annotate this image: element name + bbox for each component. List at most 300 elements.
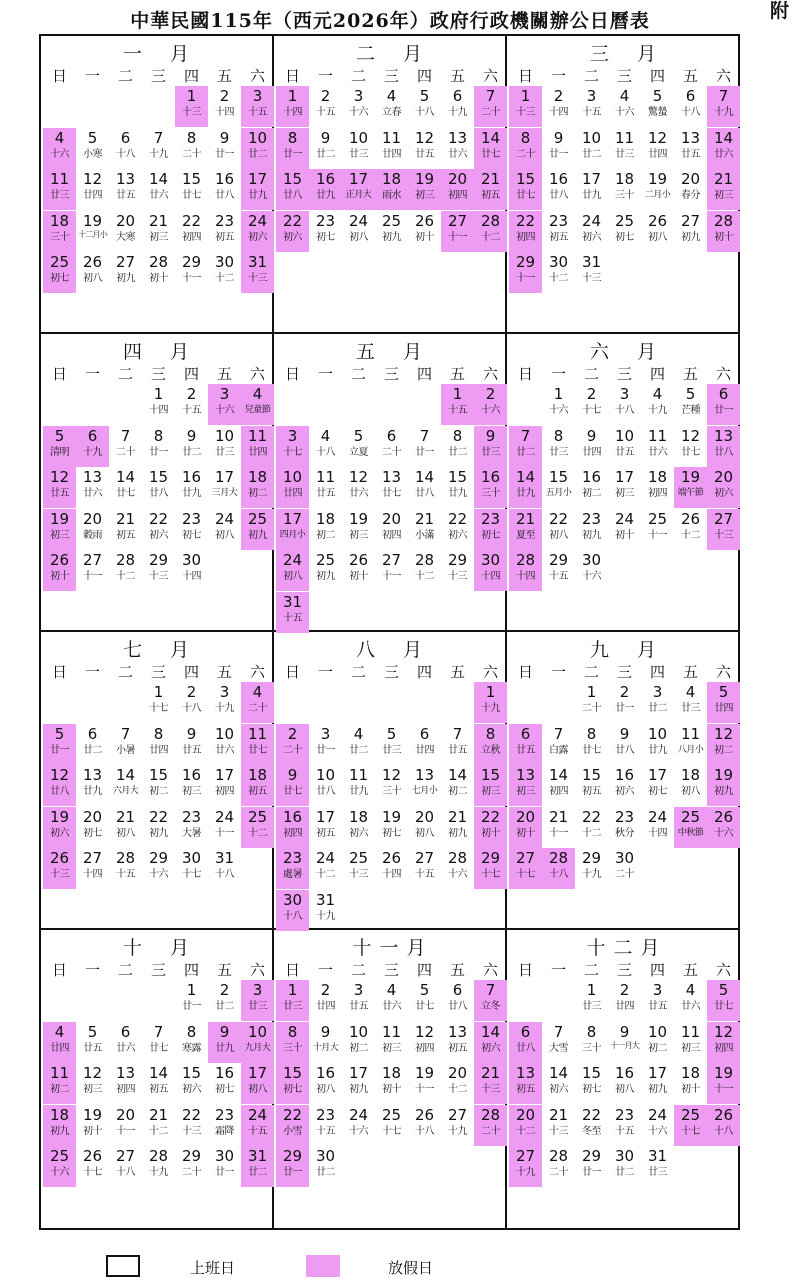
lunar-label: 廿三: [248, 1001, 267, 1012]
day-number: 14: [515, 468, 536, 486]
day-number: 13: [515, 1064, 536, 1082]
lunar-label: 初六: [582, 231, 601, 243]
holiday-cell: [474, 211, 507, 252]
day-number: 21: [414, 509, 435, 528]
day-number: 11: [49, 170, 70, 188]
weekday-label: 五: [449, 961, 465, 979]
lunar-label: 廿九: [349, 786, 368, 797]
day-number: 29: [181, 1147, 202, 1165]
lunar-label: 十四: [648, 827, 667, 839]
day-cell: [408, 765, 441, 806]
holiday-cell: [43, 1105, 76, 1146]
day-cell: [408, 467, 441, 508]
day-cell: [375, 128, 408, 169]
lunar-label: 廿五: [516, 744, 535, 756]
month-block: [507, 36, 740, 334]
lunar-label: 十六: [50, 148, 69, 160]
lunar-label: 廿六: [714, 148, 733, 160]
day-cell: [142, 509, 175, 550]
weekday-label: 二: [117, 663, 133, 681]
lunar-label: 初九: [349, 1084, 368, 1095]
holiday-cell: [707, 1063, 740, 1104]
day-cell: [109, 765, 142, 806]
day-cell: [641, 467, 674, 508]
lunar-label: 十一: [83, 571, 102, 582]
holiday-cell: [474, 980, 507, 1021]
lunar-label: 四月小: [279, 529, 306, 540]
lunar-label: 初八: [283, 571, 302, 582]
lunar-label: 十九: [316, 910, 335, 922]
day-number: 24: [315, 849, 336, 867]
day-number: 22: [282, 211, 303, 230]
lunar-label: 初六: [714, 488, 733, 499]
day-number: 1: [485, 683, 496, 701]
day-cell: [575, 252, 608, 293]
lunar-label: 秋分: [615, 827, 634, 839]
weekday-label: 日: [517, 67, 533, 85]
day-number: 28: [414, 551, 435, 569]
day-number: 4: [353, 724, 364, 743]
lunar-label: 初八: [248, 1084, 267, 1095]
day-number: 12: [348, 468, 369, 486]
lunar-label: 廿二: [215, 1001, 234, 1012]
day-number: 14: [447, 766, 468, 784]
lunar-label: 廿五: [615, 446, 634, 458]
day-number: 12: [713, 1022, 734, 1041]
day-cell: [208, 426, 241, 467]
day-cell: [575, 169, 608, 210]
holiday-cell: [76, 426, 109, 467]
lunar-label: 廿五: [648, 1001, 667, 1012]
day-number: 24: [247, 1105, 268, 1124]
day-cell: [575, 807, 608, 848]
day-cell: [375, 86, 408, 127]
day-cell: [342, 128, 375, 169]
day-cell: [76, 252, 109, 293]
lunar-label: 霜降: [215, 1125, 234, 1137]
day-number: 12: [82, 170, 103, 188]
day-cell: [342, 1022, 375, 1063]
day-number: 21: [713, 170, 734, 188]
day-cell: [608, 724, 641, 765]
weekday-label: 三: [150, 961, 166, 979]
lunar-label: 廿二: [615, 1167, 634, 1178]
holiday-cell: [276, 550, 309, 591]
lunar-label: 廿一: [50, 744, 69, 756]
lunar-label: 十四: [149, 405, 168, 416]
day-cell: [309, 1063, 342, 1104]
lunar-label: 六月大: [112, 786, 139, 796]
lunar-label: 十七: [283, 446, 302, 458]
day-number: 9: [619, 724, 630, 743]
day-number: 5: [87, 1022, 98, 1041]
day-number: 28: [548, 849, 569, 867]
day-number: 27: [82, 849, 103, 867]
weekday-label: 五: [216, 961, 232, 979]
weekday-label: 三: [383, 961, 399, 979]
lunar-label: 廿六: [448, 148, 467, 160]
holiday-cell: [474, 426, 507, 467]
day-cell: [542, 384, 575, 425]
day-cell: [674, 169, 707, 210]
day-number: 20: [713, 468, 734, 486]
day-cell: [109, 509, 142, 550]
lunar-label: 初七: [582, 1084, 601, 1095]
holiday-cell: [707, 1022, 740, 1063]
day-cell: [375, 509, 408, 550]
lunar-label: 廿一: [215, 148, 234, 160]
lunar-label: 初十: [481, 827, 500, 839]
day-number: 2: [553, 87, 564, 105]
holiday-cell: [542, 848, 575, 889]
lunar-label: 十一: [215, 827, 234, 839]
lunar-label: 初五: [582, 786, 601, 797]
lunar-label: 初二: [149, 786, 168, 797]
day-number: 24: [647, 807, 668, 826]
day-cell: [109, 1105, 142, 1146]
day-number: 13: [414, 766, 435, 784]
day-number: 19: [82, 1105, 103, 1124]
day-number: 11: [315, 468, 336, 486]
holiday-cell: [208, 384, 241, 425]
lunar-label: 二十: [283, 744, 302, 756]
day-number: 23: [614, 1105, 635, 1124]
day-cell: [142, 252, 175, 293]
lunar-label: 九月大: [244, 1042, 271, 1053]
corner-mark: 附: [770, 0, 790, 22]
day-number: 11: [247, 426, 268, 445]
day-cell: [309, 467, 342, 508]
lunar-label: 廿二: [316, 1167, 335, 1178]
lunar-label: 十二: [215, 273, 234, 284]
day-number: 1: [586, 683, 597, 701]
day-number: 26: [647, 211, 668, 230]
day-number: 10: [614, 426, 635, 445]
lunar-label: 十九: [448, 107, 467, 118]
lunar-label: 廿八: [415, 488, 434, 499]
lunar-label: 廿八: [215, 190, 234, 201]
lunar-label: 初二: [714, 744, 733, 756]
day-cell: [375, 807, 408, 848]
day-cell: [76, 724, 109, 765]
day-cell: [342, 509, 375, 550]
lunar-label: 初六: [448, 529, 467, 541]
lunar-label: 廿七: [582, 744, 601, 756]
day-number: 31: [581, 253, 602, 271]
weekday-label: 六: [715, 663, 731, 681]
lunar-label: 十五: [182, 405, 201, 416]
day-cell: [342, 980, 375, 1021]
day-number: 29: [548, 551, 569, 569]
lunar-label: 十六: [714, 827, 733, 839]
holiday-cell: [509, 1022, 542, 1063]
lunar-label: 廿五: [50, 488, 69, 499]
holiday-cell: [43, 467, 76, 508]
day-number: 3: [219, 385, 230, 403]
day-number: 20: [447, 170, 468, 188]
holiday-cell: [707, 211, 740, 252]
lunar-label: 廿四: [283, 488, 302, 499]
month-name: 一 月: [122, 43, 191, 65]
lunar-label: 十五: [415, 869, 434, 880]
day-cell: [441, 807, 474, 848]
lunar-label: 初三: [481, 786, 500, 797]
day-number: 29: [282, 1147, 303, 1165]
day-number: 4: [386, 981, 397, 999]
day-cell: [109, 467, 142, 508]
lunar-label: 初八: [415, 827, 434, 839]
day-cell: [76, 848, 109, 889]
lunar-label: 十三: [149, 571, 168, 582]
day-number: 21: [447, 807, 468, 826]
day-cell: [142, 682, 175, 723]
day-number: 4: [652, 385, 663, 403]
day-number: 30: [480, 551, 501, 569]
day-cell: [441, 1063, 474, 1104]
day-cell: [542, 550, 575, 591]
day-number: 20: [515, 1105, 536, 1124]
day-cell: [575, 550, 608, 591]
day-cell: [408, 848, 441, 889]
day-number: 5: [685, 385, 696, 403]
lunar-label: 小雪: [283, 1125, 302, 1137]
weekday-label: 六: [715, 365, 731, 383]
holiday-cell: [707, 1105, 740, 1146]
day-cell: [175, 980, 208, 1021]
lunar-label: 初七: [83, 827, 102, 839]
lunar-label: 初三: [182, 786, 201, 797]
holiday-cell: [707, 426, 740, 467]
day-number: 30: [214, 1147, 235, 1165]
day-number: 5: [386, 724, 397, 743]
day-number: 30: [181, 551, 202, 569]
lunar-label: 初三: [382, 1042, 401, 1054]
lunar-label: 初五: [248, 786, 267, 797]
day-number: 2: [320, 981, 331, 999]
day-cell: [641, 724, 674, 765]
day-number: 5: [353, 426, 364, 445]
weekday-label: 五: [682, 365, 698, 383]
day-number: 8: [485, 724, 496, 743]
day-number: 18: [315, 509, 336, 528]
day-cell: [542, 86, 575, 127]
day-number: 29: [480, 849, 501, 867]
lunar-label: 廿九: [516, 488, 535, 499]
day-number: 7: [718, 87, 729, 105]
day-number: 11: [680, 1022, 701, 1041]
lunar-label: 廿九: [316, 190, 335, 201]
day-number: 21: [115, 509, 136, 528]
weekday-label: 二: [583, 663, 599, 681]
lunar-label: 初三: [615, 488, 634, 499]
holiday-cell: [474, 807, 507, 848]
day-number: 14: [115, 468, 136, 486]
day-number: 14: [480, 1022, 501, 1041]
day-cell: [175, 169, 208, 210]
weekday-header: [507, 363, 740, 383]
day-number: 16: [614, 766, 635, 784]
day-number: 17: [647, 1064, 668, 1082]
day-cell: [142, 211, 175, 252]
lunar-label: 十八: [615, 405, 634, 416]
day-cell: [542, 211, 575, 252]
day-cell: [342, 848, 375, 889]
lunar-label: 寒露: [182, 1042, 201, 1054]
day-cell: [608, 426, 641, 467]
day-cell: [575, 86, 608, 127]
day-number: 12: [414, 1022, 435, 1041]
lunar-label: 初四: [283, 827, 302, 839]
lunar-label: 二十: [248, 703, 267, 714]
day-number: 20: [115, 1105, 136, 1124]
day-number: 9: [553, 128, 564, 147]
holiday-cell: [474, 86, 507, 127]
day-number: 13: [115, 1064, 136, 1082]
lunar-label: 廿四: [648, 148, 667, 160]
day-cell: [208, 848, 241, 889]
lunar-label: 廿九: [83, 786, 102, 797]
lunar-label: 廿三: [648, 1167, 667, 1178]
day-number: 22: [581, 1105, 602, 1124]
day-cell: [575, 980, 608, 1021]
day-cell: [208, 724, 241, 765]
lunar-label: 白露: [549, 744, 568, 756]
day-number: 8: [586, 724, 597, 743]
day-number: 10: [247, 128, 268, 147]
month-block: [41, 930, 274, 1228]
lunar-label: 初十: [382, 1084, 401, 1095]
lunar-label: 十二: [415, 571, 434, 582]
day-number: 19: [381, 807, 402, 826]
day-cell: [542, 1105, 575, 1146]
holiday-cell: [241, 980, 274, 1021]
day-cell: [175, 128, 208, 169]
day-number: 3: [652, 683, 663, 701]
lunar-label: 夏至: [516, 529, 535, 541]
lunar-label: 廿二: [648, 703, 667, 714]
holiday-cell: [509, 128, 542, 169]
lunar-label: 初三: [349, 529, 368, 541]
day-number: 23: [214, 1105, 235, 1124]
day-number: 1: [287, 981, 298, 999]
day-number: 23: [581, 509, 602, 528]
lunar-label: 十二: [149, 1125, 168, 1137]
day-cell: [109, 724, 142, 765]
day-number: 12: [82, 1064, 103, 1082]
day-number: 15: [282, 1064, 303, 1082]
day-number: 29: [181, 253, 202, 271]
day-cell: [542, 1146, 575, 1187]
day-number: 16: [581, 468, 602, 486]
day-number: 18: [381, 170, 402, 188]
weekday-label: 二: [350, 67, 366, 85]
day-cell: [208, 1146, 241, 1187]
lunar-label: 廿八: [149, 488, 168, 499]
weekday-header: [41, 65, 272, 85]
day-number: 11: [614, 128, 635, 147]
lunar-label: 春分: [681, 190, 700, 201]
day-number: 21: [148, 211, 169, 230]
weekday-label: 二: [583, 67, 599, 85]
lunar-label: 十二: [448, 1084, 467, 1095]
day-cell: [342, 426, 375, 467]
day-number: 17: [315, 807, 336, 826]
holiday-cell: [509, 467, 542, 508]
lunar-label: 初三: [516, 786, 535, 797]
day-number: 28: [480, 1105, 501, 1124]
day-number: 29: [447, 551, 468, 569]
day-number: 3: [287, 426, 298, 445]
lunar-label: 廿七: [248, 744, 267, 756]
day-number: 5: [54, 426, 65, 445]
day-cell: [109, 252, 142, 293]
month-name: 六 月: [589, 341, 658, 363]
day-cell: [608, 848, 641, 889]
weekday-label: 一: [550, 961, 566, 979]
weekday-header: [41, 959, 272, 979]
day-number: 15: [148, 766, 169, 784]
weekday-label: 四: [416, 365, 432, 383]
day-number: 15: [181, 1064, 202, 1082]
day-cell: [109, 1063, 142, 1104]
weekday-label: 二: [350, 961, 366, 979]
lunar-label: 初二: [316, 529, 335, 541]
lunar-label: 初六: [248, 231, 267, 243]
day-cell: [441, 848, 474, 889]
day-cell: [542, 426, 575, 467]
lunar-label: 十五: [615, 1125, 634, 1137]
day-cell: [441, 550, 474, 591]
day-number: 10: [315, 766, 336, 784]
day-number: 22: [148, 807, 169, 826]
day-number: 20: [680, 170, 701, 188]
lunar-label: 廿四: [415, 744, 434, 756]
lunar-label: 八月小: [677, 744, 704, 755]
day-number: 8: [553, 426, 564, 445]
day-number: 7: [553, 1022, 564, 1041]
day-cell: [309, 550, 342, 591]
day-cell: [674, 765, 707, 806]
day-cell: [441, 86, 474, 127]
day-number: 1: [287, 87, 298, 105]
lunar-label: 廿二: [248, 148, 267, 160]
lunar-label: 初七: [50, 273, 69, 284]
day-number: 17: [614, 468, 635, 486]
lunar-label: 十九: [582, 869, 601, 880]
day-number: 6: [452, 87, 463, 105]
day-number: 2: [619, 683, 630, 701]
day-number: 14: [414, 468, 435, 486]
day-number: 21: [480, 170, 501, 188]
lunar-label: 初三: [415, 190, 434, 201]
lunar-label: 二十: [615, 869, 634, 880]
lunar-label: 廿二: [182, 446, 201, 458]
lunar-label: 十四: [182, 571, 201, 582]
holiday-cell: [241, 682, 274, 723]
day-number: 26: [49, 849, 70, 867]
lunar-label: 十三: [714, 529, 733, 541]
day-number: 8: [153, 724, 164, 743]
day-number: 22: [282, 1105, 303, 1124]
day-cell: [375, 765, 408, 806]
lunar-label: 初六: [283, 231, 302, 243]
lunar-label: 初八: [681, 786, 700, 797]
month-name: 五 月: [355, 341, 424, 363]
day-cell: [408, 807, 441, 848]
day-cell: [542, 509, 575, 550]
day-number: 21: [115, 807, 136, 826]
lunar-label: 廿二: [83, 744, 102, 756]
